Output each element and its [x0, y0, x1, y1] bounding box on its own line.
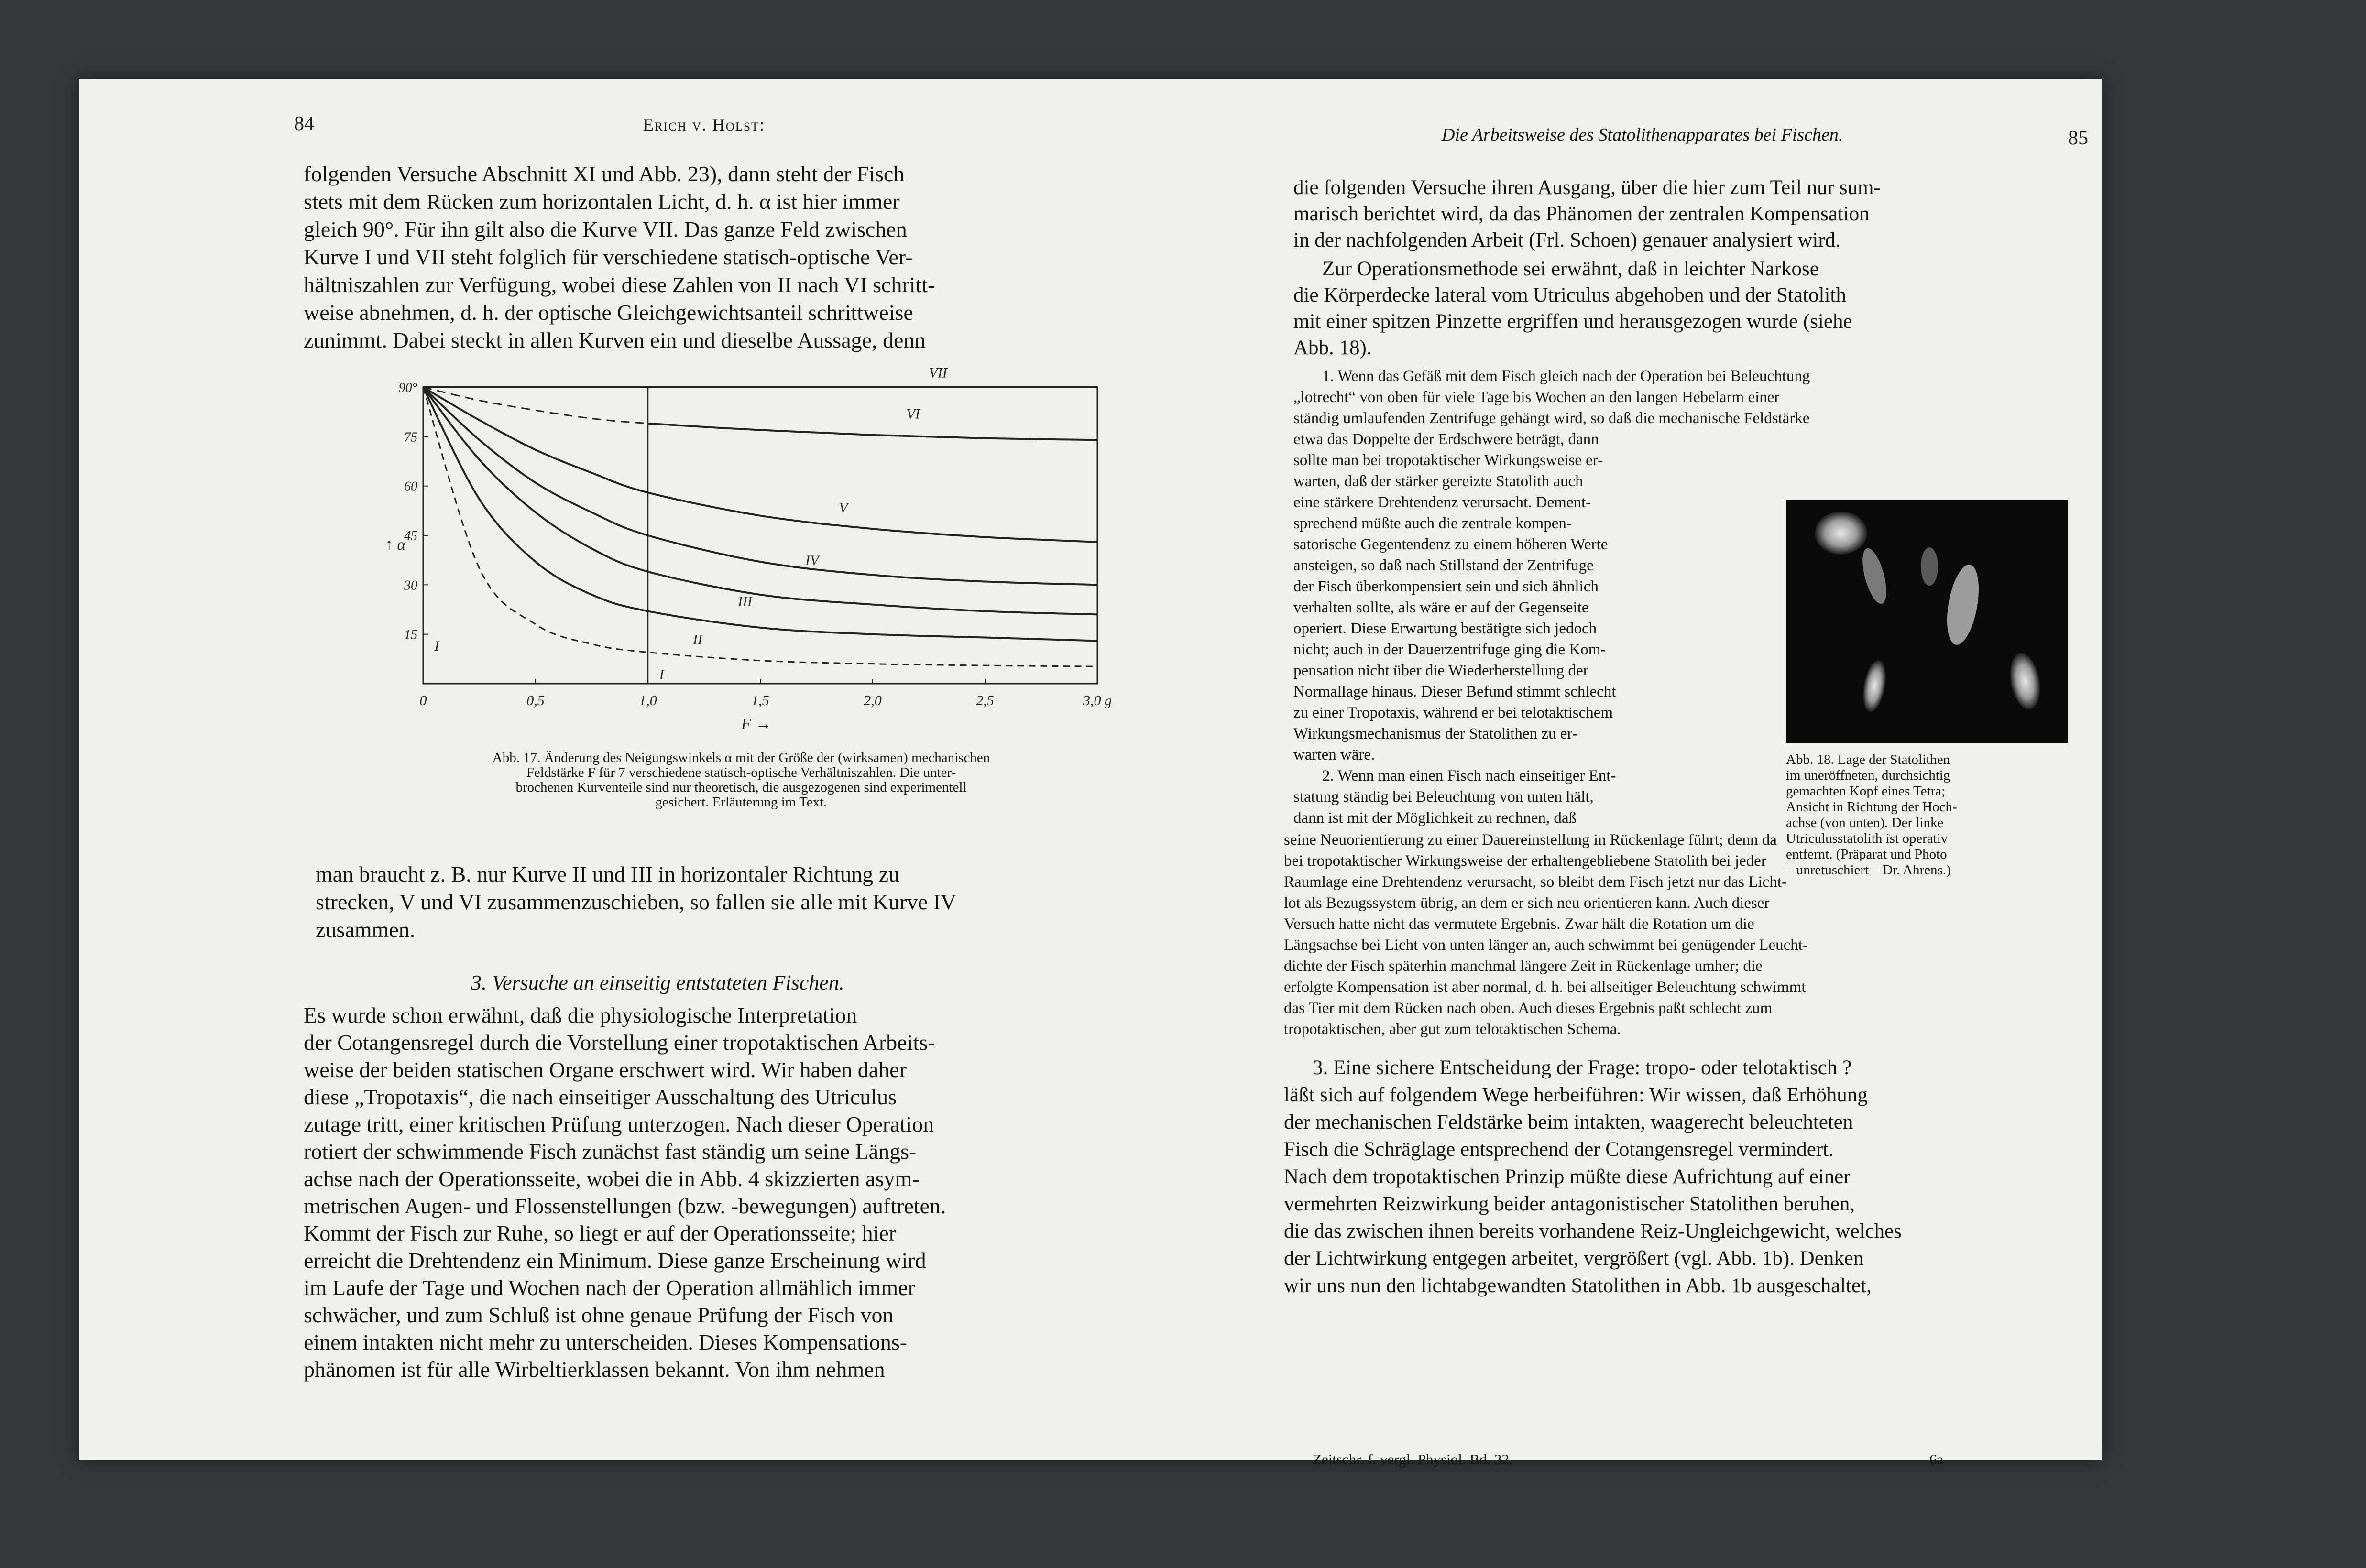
- x-axis-label: F →: [741, 715, 772, 733]
- y-axis-label: ↑ α: [385, 536, 406, 554]
- statolith-blob: [1942, 562, 1984, 647]
- x-tick-label: 2,5: [976, 693, 994, 708]
- left-paragraph-top: folgenden Versuche Abschnitt XI und Abb. 23), dann steht der Fisch stets mit dem Rücken zum horizontalen Licht, d. h. α ist hier immer gleich 90°. Für ihn gilt also die Kurve VII. Das ganze Feld zwischen Kurve I und VII steht folglich für verschiedene statisch-optische Ver- hältniszahlen zur Verfügung, wobei diese Zahlen von II nach VI schritt- weise abnehmen, d. h. der optische Gleichgewichtsanteil schrittweise zunimmt. Dabei steckt in allen Kurven ein und dieselbe Aussage, denn: [304, 162, 935, 352]
- right-small-text-1: 1. Wenn das Gefäß mit dem Fisch gleich nach der Operation bei Beleuchtung „lotrecht“ von oben für viele Tage bis Wochen an den langen Hebelarm einer ständig umlaufenden Zentrifuge gehängt wird, so daß die mechanische Feldstärke: [1293, 368, 1810, 427]
- left-page-number: 84: [294, 113, 314, 135]
- left-paragraph-after-figure: man braucht z. B. nur Kurve II und III in horizontaler Richtung zu strecken, V und VI zusammenzuschieben, so fallen sie alle mit Kurve IV zusammen.: [316, 862, 957, 942]
- right-small-text-2: seine Neuorientierung zu einer Dauereinstellung in Rückenlage führt; denn da bei tropotaktischer Wirkungsweise der erhaltengebliebene Statolith bei jeder Raumlage eine Drehtendenz verursacht, so bleibt dem Fisch jetzt nur das Licht- lot als Bezugssystem übrig, an dem er sich neu orientieren kann. Auch dieser Versuch hatte nicht das vermutete Ergebnis. Zwar hält die Rotation um die Längsachse bei Licht von unten länger an, auch schwimmt bei genügender Leucht- dichte der Fisch späterhin manchmal längere Zeit in Rückenlage umher; die erfolgte Kompensation ist aber normal, d. h. bei allseitiger Beleuchtung schwimmt das Tier mit dem Rücken nach oben. Auch dieses Ergebnis paßt schlecht zum tropotaktischen, aber gut zum telotaktischen Schema.: [1284, 831, 1808, 1038]
- right-paragraph-3: 3. Eine sichere Entscheidung der Frage: tropo- oder telotaktisch ? läßt sich auf folgendem Wege herbeiführen: Wir wissen, daß Erhöhung der mechanischen Feldstärke beim intakten, waagerecht beleuchteten Fisch die Schräglage entsprechend der Cotangensregel vermindert. Nach dem tropotaktischen Prinzip müßte diese Aufrichtung auf einer vermehrten Reizwirkung beider antagonistischer Statolithen beruhen, die das zwischen ihnen bereits vorhandene Reiz-Ungleichgewicht, welches der Lichtwirkung entgegen arbeitet, vergrößert (vgl. Abb. 1b). Denken wir uns nun den lichtabgewandten Statolithen in Abb. 1b ausgeschaltet,: [1284, 1056, 1902, 1297]
- footer-journal: Zeitschr. f. vergl. Physiol. Bd. 32.: [1313, 1451, 1513, 1468]
- photographed-sheet: [79, 79, 2102, 1468]
- x-tick-label: 3,0 g: [1083, 693, 1112, 708]
- curve-VI-dashed: [423, 387, 1097, 440]
- x-tick-label: 0,5: [526, 693, 545, 708]
- statolith-blob: [1815, 512, 1867, 555]
- curve-VI-solid-segment: [423, 387, 1097, 440]
- statolith-blob: [1921, 547, 1938, 586]
- section-title: 3. Versuche an einseitig entstateten Fischen.: [471, 971, 844, 994]
- statolith-blob: [1860, 658, 1889, 714]
- y-tick-label: 90°: [398, 381, 417, 395]
- curve-label-I-mid: I: [659, 667, 664, 683]
- figure-18-photograph: [1786, 500, 2068, 743]
- x-tick-label: 1,0: [639, 693, 657, 708]
- chart-labels: [385, 365, 1112, 733]
- y-tick-label: 30: [404, 578, 417, 593]
- right-paragraph-2: Zur Operationsmethode sei erwähnt, daß in leichter Narkose die Körperdecke lateral vom Utriculus abgehoben und der Statolith mit einer spitzen Pinzette ergriffen und herausgezogen wurde (siehe Abb. 18).: [1293, 258, 1852, 359]
- curve-label-V: V: [839, 500, 848, 516]
- curve-V: [423, 387, 1097, 542]
- statolith-blob: [1858, 546, 1891, 606]
- right-running-head: Die Arbeitsweise des Statolithenapparates bei Fischen.: [1442, 125, 1843, 145]
- figure-18-caption: Abb. 18. Lage der Statolithen im uneröffneten, durchsichtig gemachten Kopf eines Tetra; Ansicht in Richtung der Hoch- achse (von unten). Der linke Utriculusstatolith ist operativ entfernt. (Präparat und Photo – unretuschiert – Dr. Ahrens.): [1786, 752, 1957, 878]
- chart-frame: [423, 387, 1097, 684]
- right-paragraph-1: die folgenden Versuche ihren Ausgang, über die hier zum Teil nur sum- marisch berichtet wird, da das Phänomen der zentralen Kompensation in der nachfolgenden Arbeit (Frl. Schoen) genauer analysiert wird.: [1293, 176, 1881, 251]
- right-page-number: 85: [2068, 127, 2088, 149]
- chart-lines: [423, 387, 1097, 666]
- statolith-photo-illustration: [1786, 500, 2068, 743]
- y-tick-label: 15: [404, 627, 417, 642]
- statolith-blob: [2006, 651, 2044, 712]
- right-small-text-narrow: etwa das Doppelte der Erdschwere beträgt, dann sollte man bei tropotaktischer Wirkungsweise er- warten, daß der stärker gereizte Statolith auch eine stärkere Drehtendenz verursacht. Dement- sprechend müßte auch die zentrale kompen- satorische Gegentendenz zu einem höheren Werte ansteigen, so daß nach Stillstand der Zentrifuge der Fisch überkompensiert sein und sich ähnlich verhalten sollte, als wäre er auf der Gegenseite operiert. Diese Erwartung bestätigte sich jedoch nicht; auch in der Dauerzentrifuge ging die Kom- pensation nicht über die Wiederherstellung der Normallage hinaus. Dieser Befund stimmt schlecht zu einer Tropotaxis, während er bei telotaktischem Wirkungsmechanismus der Statolithen zu er- warten wäre. 2. Wenn man einen Fisch nach einseitiger Ent- statung ständig bei Beleuchtung von unten hält, dann ist mit der Möglichkeit zu rechnen, daß: [1293, 431, 1616, 827]
- y-tick-label: 75: [404, 430, 417, 445]
- curve-label-III: III: [738, 594, 752, 610]
- y-tick-label: 60: [404, 479, 417, 494]
- curve-label-I: I: [434, 638, 439, 654]
- curve-III: [423, 387, 1097, 614]
- curve-label-II: II: [693, 632, 702, 648]
- figure-17-chart: [366, 365, 1136, 741]
- curve-II: [423, 387, 1097, 641]
- curve-IV: [423, 387, 1097, 585]
- left-paragraph-section: Es wurde schon erwähnt, daß die physiologische Interpretation der Cotangensregel durch die Vorstellung einer tropotaktischen Arbeits- weise der beiden statischen Organe erschwert wird. Wir haben daher diese „Tropotaxis“, die nach einseitiger Ausschaltung des Utriculus zutage tritt, einer kritischen Prüfung unterzogen. Nach dieser Operation rotiert der schwimmende Fisch zunächst fast ständig um seine Längs- achse nach der Operationsseite, wobei die in Abb. 4 skizzierten asym- metrischen Augen- und Flossenstellungen (bzw. -bewegungen) auftreten. Kommt der Fisch zur Ruhe, so liegt er auf der Operationsseite; hier erreicht die Drehtendenz ein Minimum. Diese ganze Erscheinung wird im Laufe der Tage und Wochen nach der Operation allmählich immer schwächer, und zum Schluß ist ohne genaue Prüfung der Fisch von einem intakten nicht mehr zu unterscheiden. Dieses Kompensations- phänomen ist für alle Wirbeltierklassen bekannt. Von ihm nehmen: [304, 1003, 946, 1382]
- curve-label-VI: VI: [906, 406, 920, 422]
- chart-axes: [423, 387, 1097, 684]
- x-tick-label: 2,0: [864, 693, 882, 708]
- left-running-head: Erich v. Holst:: [643, 115, 766, 134]
- curve-label-VII: VII: [929, 365, 947, 381]
- x-tick-label: 1,5: [751, 693, 769, 708]
- footer-signature: 6a: [1929, 1451, 1944, 1468]
- y-tick-label: 45: [404, 529, 417, 544]
- x-tick-label: 0: [419, 693, 427, 708]
- curve-label-IV: IV: [805, 553, 819, 568]
- figure-17-caption: Abb. 17. Änderung des Neigungswinkels α mit der Größe der (wirksamen) mechanischen Feldstärke F für 7 verschiedene statisch-optische Verhältniszahlen. Die unter- brochenen Kurventeile sind nur theoretisch, die ausgezogenen sind experimentell gesichert. Erläuterung im Text.: [492, 750, 990, 810]
